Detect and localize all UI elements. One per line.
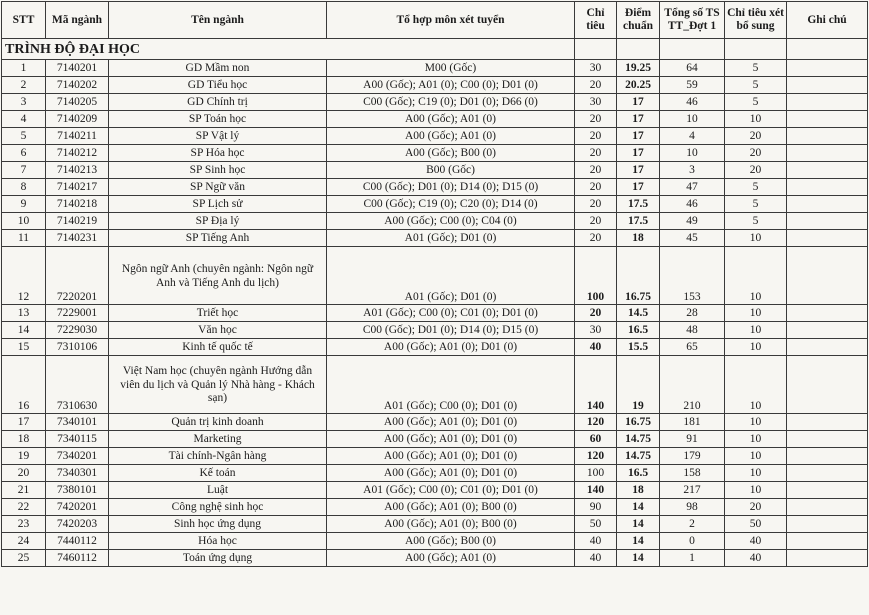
cell-chi-tieu-bs: 50 xyxy=(725,516,787,533)
cell-ten-nganh: Quản trị kinh doanh xyxy=(109,414,327,431)
cell-tong-so: 49 xyxy=(660,213,725,230)
cell-chi-tieu: 20 xyxy=(575,77,617,94)
table-row xyxy=(2,499,868,516)
cell-stt: 4 xyxy=(2,111,46,128)
cell-chi-tieu-bs: 10 xyxy=(725,339,787,356)
cell-ghi-chu xyxy=(787,94,868,111)
cell-to-hop: A01 (Gốc); C00 (0); C01 (0); D01 (0) xyxy=(327,305,575,322)
cell-chi-tieu-bs: 10 xyxy=(725,322,787,339)
cell-chi-tieu-bs: 40 xyxy=(725,550,787,567)
cell-diem-chuan: 15.5 xyxy=(617,339,660,356)
cell-chi-tieu: 140 xyxy=(575,482,617,499)
cell-chi-tieu: 40 xyxy=(575,550,617,567)
table-row xyxy=(2,533,868,550)
cell-to-hop: A00 (Gốc); A01 (0); D01 (0) xyxy=(327,431,575,448)
cell-chi-tieu: 20 xyxy=(575,162,617,179)
cell-ma-nganh: 7220201 xyxy=(46,247,109,305)
cell-chi-tieu-bs: 5 xyxy=(725,213,787,230)
cell-ghi-chu xyxy=(787,516,868,533)
cell-stt: 5 xyxy=(2,128,46,145)
cell-chi-tieu: 20 xyxy=(575,305,617,322)
cell-chi-tieu: 60 xyxy=(575,431,617,448)
cell-ma-nganh: 7140211 xyxy=(46,128,109,145)
cell-ghi-chu xyxy=(787,162,868,179)
header-chi-tieu-bs: Chỉ tiêu xét bổ sung xyxy=(725,2,787,39)
table-row xyxy=(2,230,868,247)
cell-diem-chuan: 16.75 xyxy=(617,414,660,431)
cell-chi-tieu-bs: 40 xyxy=(725,533,787,550)
cell-tong-so: 4 xyxy=(660,128,725,145)
cell-ghi-chu xyxy=(787,196,868,213)
cell-ma-nganh: 7340201 xyxy=(46,448,109,465)
cell-ma-nganh: 7310630 xyxy=(46,356,109,414)
table-row xyxy=(2,94,868,111)
cell-diem-chuan: 17 xyxy=(617,128,660,145)
cell-stt: 25 xyxy=(2,550,46,567)
cell-diem-chuan: 18 xyxy=(617,230,660,247)
cell-ma-nganh: 7310106 xyxy=(46,339,109,356)
cell-to-hop: C00 (Gốc); D01 (0); D14 (0); D15 (0) xyxy=(327,322,575,339)
cell-chi-tieu-bs: 20 xyxy=(725,499,787,516)
table-row xyxy=(2,305,868,322)
admission-table xyxy=(1,1,868,567)
cell-chi-tieu-bs: 5 xyxy=(725,179,787,196)
cell-tong-so: 59 xyxy=(660,77,725,94)
cell-to-hop: C00 (Gốc); C19 (0); D01 (0); D66 (0) xyxy=(327,94,575,111)
table-row xyxy=(2,60,868,77)
table-row xyxy=(2,162,868,179)
cell-ma-nganh: 7340301 xyxy=(46,465,109,482)
cell-stt: 10 xyxy=(2,213,46,230)
cell-chi-tieu: 30 xyxy=(575,322,617,339)
table-row xyxy=(2,482,868,499)
cell-ghi-chu xyxy=(787,111,868,128)
cell-tong-so: 10 xyxy=(660,145,725,162)
header-stt: STT xyxy=(2,2,46,39)
cell-chi-tieu: 20 xyxy=(575,179,617,196)
cell-diem-chuan: 18 xyxy=(617,482,660,499)
cell-tong-so: 28 xyxy=(660,305,725,322)
header-to-hop: Tổ hợp môn xét tuyển xyxy=(327,2,575,39)
header-row xyxy=(2,2,868,39)
cell-to-hop: A00 (Gốc); B00 (0) xyxy=(327,145,575,162)
cell-to-hop: A00 (Gốc); A01 (0); D01 (0) xyxy=(327,414,575,431)
header-tong-so: Tổng số TS TT_Đợt 1 xyxy=(660,2,725,39)
cell-ma-nganh: 7460112 xyxy=(46,550,109,567)
cell-diem-chuan: 19 xyxy=(617,356,660,414)
cell-ten-nganh: SP Tiếng Anh xyxy=(109,230,327,247)
cell-ghi-chu xyxy=(787,550,868,567)
cell-ma-nganh: 7140202 xyxy=(46,77,109,94)
cell-chi-tieu: 120 xyxy=(575,448,617,465)
cell-chi-tieu: 50 xyxy=(575,516,617,533)
cell-tong-so: 153 xyxy=(660,247,725,305)
cell-chi-tieu-bs: 10 xyxy=(725,414,787,431)
cell-ma-nganh: 7229030 xyxy=(46,322,109,339)
cell-tong-so: 98 xyxy=(660,499,725,516)
cell-stt: 21 xyxy=(2,482,46,499)
cell-ten-nganh: SP Ngữ văn xyxy=(109,179,327,196)
cell-chi-tieu-bs: 5 xyxy=(725,60,787,77)
cell-ten-nganh: GD Mầm non xyxy=(109,60,327,77)
cell-ten-nganh: Tài chính-Ngân hàng xyxy=(109,448,327,465)
cell-ten-nganh: Việt Nam học (chuyên ngành Hướng dẫn viên du lịch và Quản lý Nhà hàng - Khách sạn) xyxy=(109,356,327,414)
cell-ghi-chu xyxy=(787,305,868,322)
cell-stt: 23 xyxy=(2,516,46,533)
cell-diem-chuan: 17 xyxy=(617,162,660,179)
cell-stt: 15 xyxy=(2,339,46,356)
cell-ma-nganh: 7140231 xyxy=(46,230,109,247)
cell-chi-tieu-bs: 10 xyxy=(725,356,787,414)
cell-chi-tieu: 40 xyxy=(575,339,617,356)
table-row xyxy=(2,516,868,533)
table-row xyxy=(2,111,868,128)
cell-chi-tieu: 20 xyxy=(575,196,617,213)
cell-chi-tieu: 100 xyxy=(575,247,617,305)
cell-chi-tieu: 100 xyxy=(575,465,617,482)
cell-chi-tieu-bs: 5 xyxy=(725,94,787,111)
cell-ten-nganh: Văn học xyxy=(109,322,327,339)
cell-ma-nganh: 7229001 xyxy=(46,305,109,322)
cell-ghi-chu xyxy=(787,431,868,448)
cell-diem-chuan: 16.5 xyxy=(617,465,660,482)
cell-stt: 8 xyxy=(2,179,46,196)
cell-diem-chuan: 14 xyxy=(617,533,660,550)
cell-to-hop: A01 (Gốc); D01 (0) xyxy=(327,230,575,247)
cell-ghi-chu xyxy=(787,179,868,196)
table-row xyxy=(2,213,868,230)
cell-ma-nganh: 7140212 xyxy=(46,145,109,162)
cell-chi-tieu-bs: 10 xyxy=(725,247,787,305)
table-row xyxy=(2,247,868,305)
cell-chi-tieu-bs: 20 xyxy=(725,128,787,145)
cell-ma-nganh: 7140219 xyxy=(46,213,109,230)
cell-stt: 16 xyxy=(2,356,46,414)
cell-diem-chuan: 17.5 xyxy=(617,196,660,213)
cell-tong-so: 91 xyxy=(660,431,725,448)
cell-chi-tieu: 20 xyxy=(575,213,617,230)
cell-chi-tieu: 20 xyxy=(575,111,617,128)
cell-diem-chuan: 17 xyxy=(617,179,660,196)
header-ten-nganh: Tên ngành xyxy=(109,2,327,39)
cell-stt: 1 xyxy=(2,60,46,77)
cell-ma-nganh: 7140205 xyxy=(46,94,109,111)
table-row xyxy=(2,465,868,482)
cell-ten-nganh: GD Chính trị xyxy=(109,94,327,111)
cell-to-hop: A00 (Gốc); A01 (0); D01 (0) xyxy=(327,465,575,482)
cell-tong-so: 210 xyxy=(660,356,725,414)
cell-diem-chuan: 20.25 xyxy=(617,77,660,94)
table-row xyxy=(2,414,868,431)
cell-diem-chuan: 14 xyxy=(617,516,660,533)
cell-ghi-chu xyxy=(787,77,868,94)
cell-chi-tieu-bs: 10 xyxy=(725,230,787,247)
cell-to-hop: A00 (Gốc); A01 (0) xyxy=(327,111,575,128)
cell-to-hop: A01 (Gốc); C00 (0); C01 (0); D01 (0) xyxy=(327,482,575,499)
cell-tong-so: 2 xyxy=(660,516,725,533)
cell-chi-tieu: 140 xyxy=(575,356,617,414)
section-title: TRÌNH ĐỘ ĐẠI HỌC xyxy=(2,39,575,60)
cell-ten-nganh: Sinh học ứng dụng xyxy=(109,516,327,533)
cell-diem-chuan: 17 xyxy=(617,145,660,162)
cell-to-hop: A00 (Gốc); C00 (0); C04 (0) xyxy=(327,213,575,230)
cell-tong-so: 3 xyxy=(660,162,725,179)
cell-ghi-chu xyxy=(787,128,868,145)
cell-stt: 24 xyxy=(2,533,46,550)
cell-to-hop: A00 (Gốc); A01 (0) xyxy=(327,128,575,145)
cell-stt: 3 xyxy=(2,94,46,111)
cell-ten-nganh: Kinh tế quốc tế xyxy=(109,339,327,356)
cell-stt: 7 xyxy=(2,162,46,179)
cell-chi-tieu: 90 xyxy=(575,499,617,516)
table-row xyxy=(2,431,868,448)
cell-ma-nganh: 7380101 xyxy=(46,482,109,499)
cell-stt: 19 xyxy=(2,448,46,465)
cell-tong-so: 48 xyxy=(660,322,725,339)
table-row xyxy=(2,339,868,356)
cell-chi-tieu-bs: 20 xyxy=(725,162,787,179)
cell-diem-chuan: 14.5 xyxy=(617,305,660,322)
cell-tong-so: 64 xyxy=(660,60,725,77)
section-row xyxy=(2,39,868,60)
cell-diem-chuan: 16.75 xyxy=(617,247,660,305)
table-row xyxy=(2,128,868,145)
cell-to-hop: B00 (Gốc) xyxy=(327,162,575,179)
cell-to-hop: A00 (Gốc); A01 (0); D01 (0) xyxy=(327,448,575,465)
header-chi-tieu: Chỉ tiêu xyxy=(575,2,617,39)
cell-ma-nganh: 7340115 xyxy=(46,431,109,448)
cell-ma-nganh: 7140209 xyxy=(46,111,109,128)
cell-ma-nganh: 7140218 xyxy=(46,196,109,213)
cell-ten-nganh: SP Vật lý xyxy=(109,128,327,145)
cell-tong-so: 45 xyxy=(660,230,725,247)
cell-stt: 13 xyxy=(2,305,46,322)
cell-chi-tieu-bs: 10 xyxy=(725,431,787,448)
cell-ten-nganh: SP Địa lý xyxy=(109,213,327,230)
table-row xyxy=(2,356,868,414)
cell-chi-tieu-bs: 20 xyxy=(725,145,787,162)
cell-tong-so: 0 xyxy=(660,533,725,550)
cell-diem-chuan: 14.75 xyxy=(617,448,660,465)
table-row xyxy=(2,77,868,94)
cell-tong-so: 1 xyxy=(660,550,725,567)
cell-chi-tieu-bs: 10 xyxy=(725,448,787,465)
cell-chi-tieu-bs: 10 xyxy=(725,482,787,499)
table-row xyxy=(2,550,868,567)
cell-chi-tieu-bs: 5 xyxy=(725,77,787,94)
cell-stt: 12 xyxy=(2,247,46,305)
header-ma-nganh: Mã ngành xyxy=(46,2,109,39)
cell-ten-nganh: Kế toán xyxy=(109,465,327,482)
cell-chi-tieu-bs: 5 xyxy=(725,196,787,213)
cell-to-hop: A00 (Gốc); A01 (0); B00 (0) xyxy=(327,499,575,516)
cell-diem-chuan: 14.75 xyxy=(617,431,660,448)
cell-chi-tieu: 120 xyxy=(575,414,617,431)
cell-diem-chuan: 14 xyxy=(617,499,660,516)
cell-diem-chuan: 17.5 xyxy=(617,213,660,230)
cell-chi-tieu: 30 xyxy=(575,94,617,111)
table-row xyxy=(2,322,868,339)
cell-stt: 22 xyxy=(2,499,46,516)
cell-ghi-chu xyxy=(787,356,868,414)
cell-ten-nganh: Công nghệ sinh học xyxy=(109,499,327,516)
cell-tong-so: 181 xyxy=(660,414,725,431)
cell-ghi-chu xyxy=(787,247,868,305)
header-ghi-chu: Ghi chú xyxy=(787,2,868,39)
cell-ma-nganh: 7140201 xyxy=(46,60,109,77)
table-row xyxy=(2,179,868,196)
cell-ghi-chu xyxy=(787,145,868,162)
cell-stt: 17 xyxy=(2,414,46,431)
cell-tong-so: 46 xyxy=(660,94,725,111)
cell-ten-nganh: SP Lịch sử xyxy=(109,196,327,213)
table-row xyxy=(2,448,868,465)
cell-ghi-chu xyxy=(787,465,868,482)
cell-chi-tieu-bs: 10 xyxy=(725,465,787,482)
cell-stt: 20 xyxy=(2,465,46,482)
cell-ten-nganh: SP Hóa học xyxy=(109,145,327,162)
cell-chi-tieu-bs: 10 xyxy=(725,111,787,128)
cell-chi-tieu: 20 xyxy=(575,145,617,162)
cell-diem-chuan: 16.5 xyxy=(617,322,660,339)
cell-ghi-chu xyxy=(787,414,868,431)
cell-stt: 18 xyxy=(2,431,46,448)
cell-ghi-chu xyxy=(787,213,868,230)
cell-stt: 9 xyxy=(2,196,46,213)
cell-ten-nganh: Ngôn ngữ Anh (chuyên ngành: Ngôn ngữ Anh và Tiếng Anh du lịch) xyxy=(109,247,327,305)
cell-stt: 2 xyxy=(2,77,46,94)
cell-to-hop: A00 (Gốc); A01 (0); D01 (0) xyxy=(327,339,575,356)
cell-to-hop: A01 (Gốc); C00 (0); D01 (0) xyxy=(327,356,575,414)
cell-tong-so: 158 xyxy=(660,465,725,482)
cell-ghi-chu xyxy=(787,482,868,499)
cell-diem-chuan: 17 xyxy=(617,111,660,128)
cell-to-hop: A00 (Gốc); A01 (0); B00 (0) xyxy=(327,516,575,533)
cell-diem-chuan: 14 xyxy=(617,550,660,567)
cell-ten-nganh: Triết học xyxy=(109,305,327,322)
cell-tong-so: 179 xyxy=(660,448,725,465)
cell-chi-tieu: 40 xyxy=(575,533,617,550)
cell-ma-nganh: 7420203 xyxy=(46,516,109,533)
cell-ghi-chu xyxy=(787,230,868,247)
cell-ten-nganh: Marketing xyxy=(109,431,327,448)
cell-diem-chuan: 19.25 xyxy=(617,60,660,77)
cell-ten-nganh: Hóa học xyxy=(109,533,327,550)
cell-ten-nganh: Luật xyxy=(109,482,327,499)
cell-ma-nganh: 7440112 xyxy=(46,533,109,550)
cell-stt: 6 xyxy=(2,145,46,162)
table-row xyxy=(2,196,868,213)
cell-ma-nganh: 7340101 xyxy=(46,414,109,431)
cell-diem-chuan: 17 xyxy=(617,94,660,111)
cell-chi-tieu: 30 xyxy=(575,60,617,77)
cell-to-hop: A00 (Gốc); A01 (0) xyxy=(327,550,575,567)
cell-tong-so: 65 xyxy=(660,339,725,356)
cell-ten-nganh: SP Sinh học xyxy=(109,162,327,179)
cell-to-hop: A00 (Gốc); B00 (0) xyxy=(327,533,575,550)
cell-ghi-chu xyxy=(787,60,868,77)
cell-tong-so: 47 xyxy=(660,179,725,196)
cell-ten-nganh: GD Tiểu học xyxy=(109,77,327,94)
cell-stt: 14 xyxy=(2,322,46,339)
cell-chi-tieu: 20 xyxy=(575,128,617,145)
cell-ma-nganh: 7140217 xyxy=(46,179,109,196)
cell-ghi-chu xyxy=(787,448,868,465)
cell-ma-nganh: 7140213 xyxy=(46,162,109,179)
cell-to-hop: A00 (Gốc); A01 (0); C00 (0); D01 (0) xyxy=(327,77,575,94)
cell-ghi-chu xyxy=(787,533,868,550)
cell-ten-nganh: SP Toán học xyxy=(109,111,327,128)
cell-tong-so: 46 xyxy=(660,196,725,213)
cell-tong-so: 10 xyxy=(660,111,725,128)
cell-tong-so: 217 xyxy=(660,482,725,499)
header-diem-chuan: Điểm chuẩn xyxy=(617,2,660,39)
cell-chi-tieu-bs: 10 xyxy=(725,305,787,322)
table-row xyxy=(2,145,868,162)
cell-to-hop: A01 (Gốc); D01 (0) xyxy=(327,247,575,305)
cell-stt: 11 xyxy=(2,230,46,247)
cell-ghi-chu xyxy=(787,499,868,516)
cell-chi-tieu: 20 xyxy=(575,230,617,247)
cell-to-hop: C00 (Gốc); C19 (0); C20 (0); D14 (0) xyxy=(327,196,575,213)
cell-ma-nganh: 7420201 xyxy=(46,499,109,516)
cell-ghi-chu xyxy=(787,339,868,356)
cell-to-hop: M00 (Gốc) xyxy=(327,60,575,77)
cell-to-hop: C00 (Gốc); D01 (0); D14 (0); D15 (0) xyxy=(327,179,575,196)
cell-ghi-chu xyxy=(787,322,868,339)
cell-ten-nganh: Toán ứng dụng xyxy=(109,550,327,567)
